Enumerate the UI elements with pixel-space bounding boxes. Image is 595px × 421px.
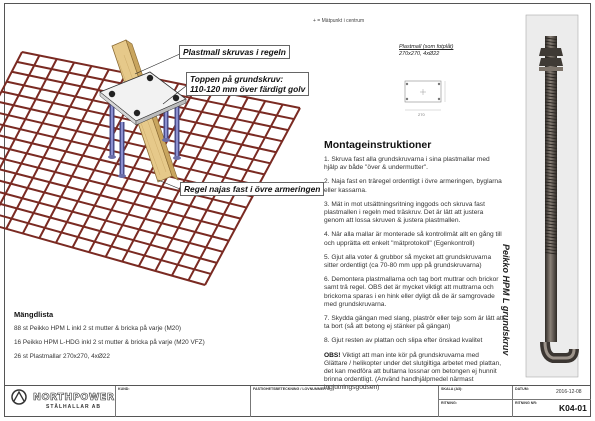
instruction-step: 6. Demontera plastmallarna och tag bort muttrar och brickor samt trä regel. OBS det är mycket viktigt att muttrarna och brickorna sparas i en hink eller dyligt då de är samgrovade med grundskruvarna. <box>324 276 499 308</box>
instructions-list <box>324 156 504 346</box>
template-dimension: 270 <box>418 112 425 117</box>
callout-timber-beam: Regel najas fast i övre armeringen <box>180 182 324 196</box>
instruction-step: 8. Gjut resten av plattan och slipa efter önskad kvalitet <box>324 337 483 345</box>
tb-sheet-no-label: RITNING NR: <box>515 401 538 405</box>
tb-property-cell <box>250 386 438 417</box>
callout-plastic-template: Plastmall skruvas i regeln <box>179 45 290 59</box>
instruction-step: 5. Gjut alla voter & grubbor så mycket att grundskruvarna sitter ordentligt (ca 70-80 mm upp på grundskruvarna) <box>324 253 492 270</box>
mounting-instructions <box>324 139 504 393</box>
tb-customer-label: KUND: <box>118 387 130 391</box>
tb-scale-cell <box>438 386 512 417</box>
tb-date-cell <box>512 386 591 417</box>
callout-bolt-top-line2: 110-120 mm över färdigt golv <box>190 84 306 94</box>
warning-text: Viktigt att man inte kör på grundskruvarna med Glättare / helikopter under det slutgiltiga arbetet med plattan, det kan medföra att bultarna lossnar om betongen ej hunnit brinna ordentligt. (Använd handhjälpmedel närmast ingjutningsgodsen) <box>324 351 502 392</box>
tb-scale-label: SKALA (A3): <box>441 387 463 391</box>
callout-bolt-top <box>186 72 309 96</box>
tb-date-label: DATUM: <box>515 387 529 391</box>
rebar-bar <box>0 63 74 225</box>
quantity-list-title: Mängdlista <box>14 310 54 319</box>
tb-drawing-label: RITNING: <box>441 401 457 405</box>
template-detail-title-line1: Plastmall (som fotplåt) <box>399 44 454 50</box>
tb-customer-cell <box>115 386 250 417</box>
quantity-line: 88 st Peikko HPM L inkl 2 st mutter & bricka på varje (M20) <box>14 325 182 332</box>
instruction-step: 7. Skydda gängan med slang, plaströr eller tejp som är lätt att ta bort (så att betong ej stänker på gängan) <box>324 315 504 331</box>
template-detail-drawing <box>405 81 445 110</box>
quantity-list <box>14 310 304 367</box>
tb-divider <box>438 399 591 400</box>
warning-label: OBS! <box>324 351 341 359</box>
company-logo-subtitle: STÅLHALLAR AB <box>46 404 102 410</box>
rebar-bar <box>0 56 39 215</box>
callout-bolt-top-line1: Toppen på grundskruv: <box>190 74 284 84</box>
quantity-line: 26 st Plastmallar 270x270, 4xØ22 <box>14 353 110 360</box>
instruction-step: 4. När alla mallar är monterade så kontrollmät allt en gång till och upprätta ett enkelt "mätprotokoll" (Egenkontroll) <box>324 231 502 247</box>
rebar-bar <box>0 210 205 285</box>
title-block <box>4 385 591 417</box>
tb-property-label: FASTIGHETSBETECKNING / LOVNUMMER Ö <box>253 387 330 391</box>
instruction-step: 3. Mät in mot utsättningsritning inggods och skruva fast plastmallen i regeln med träskruv. Det är lätt att justera genom att lossa skruven & justera plastmallen. <box>324 200 485 225</box>
template-detail-title <box>399 44 453 58</box>
instructions-title: Montageinstruktioner <box>324 139 432 151</box>
instruction-step: 1. Skruva fast alla grundskruvarna i sina plastmallar med hjälp av både "över & undermutter". <box>324 156 490 172</box>
template-detail-title-line2: 270x270, 4xØ22 <box>399 51 440 57</box>
company-logo <box>8 391 115 411</box>
instruction-step: 2. Naja fast en träregel ordentligt i övre armeringen, byglarna eller kassarna. <box>324 178 502 194</box>
company-logo-name: NORTHPOWER <box>33 392 115 403</box>
product-caption: Peikko HPM L grundskruv <box>501 244 511 356</box>
legend-note: + = Mätpunkt i centrum <box>313 18 365 24</box>
tb-sheet-number: K04-01 <box>559 403 587 413</box>
quantity-line: 16 Peikko HPM L-HDG inkl 2 st mutter & bricka på varje (M20 VFZ) <box>14 339 205 346</box>
tb-date-value: 2016-12-08 <box>556 389 582 395</box>
product-photo-bolt <box>526 15 578 377</box>
